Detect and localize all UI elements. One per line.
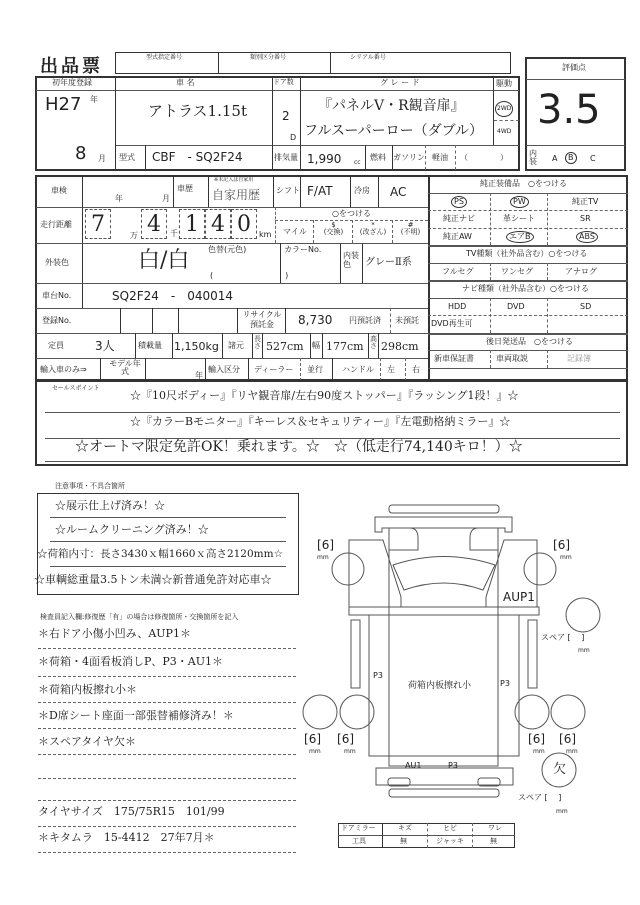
navi-type-title: ナビ種類（社外品含む）○をつける [462,284,589,293]
inspector-line: ＊右ドア小傷小凹み、AUP1＊ [38,627,191,640]
navi-sd: SD [580,302,592,311]
handle-label: ハンドル [342,365,374,374]
tread-front-left: [6] [317,538,335,552]
doors-unit: D [290,133,297,142]
car-damage-diagram [300,490,620,810]
drive-2wd-selected: 2WD [495,101,513,117]
model-year-label: モデル年式 [109,359,141,376]
inspector-line: ＊荷箱・4面看板消しP、P3・AU1＊ [38,655,224,668]
recycle-unpaid: 未預託 [395,316,419,325]
mm-unit: mm [556,808,568,815]
handle-left: 左 [387,365,395,374]
model: CBF - SQ2F24 [152,150,243,164]
year-unit: 年 [90,95,98,104]
notes-label: 注意事項・不具合箇所 [55,482,125,490]
mm-unit: mm [566,748,578,755]
later-warranty: 新車保証書 [434,354,474,363]
mileage-digit: 1 [179,209,205,239]
fuel-label: 燃料 [370,153,386,162]
note-line: ☆ルームクリーニング済み！☆ [55,523,209,536]
interior-grade-label: 内装 [529,149,537,166]
tv-analog: アナログ [565,267,597,276]
equip-sr: SR [580,214,591,223]
note-line: ☆展示仕上げ済み！☆ [55,499,165,512]
equip-aw: 純正AW [443,232,472,241]
tv-fullseg: フルセグ [442,267,474,276]
tire-front-left [332,553,364,585]
jack-value: 無 [490,837,497,845]
unknown-option: # (不明) [400,221,421,236]
equip-navi: 純正ナビ [443,214,475,223]
car-name-label: 車 名 [176,78,195,87]
length: 527cm [266,340,304,353]
month-unit: 月 [98,154,106,163]
drive-label: 駆動 [496,79,512,88]
mm-unit: mm [578,647,590,654]
tire-rear-left-outer [303,695,337,729]
capacity-label: 定員 [48,341,64,350]
tread-rear-left-inner: [6] [337,732,355,746]
recolor-label: 色替(元色) [208,245,247,254]
tv-type-title: TV種類（社外品含む）○をつける [466,249,588,258]
tire-size: タイヤサイズ 175/75R15 101/99 [38,805,225,818]
mm-unit: mm [533,748,545,755]
displacement: 1,990 [307,152,342,166]
inspector-line: ＊D席シート座面一部張替補修済み！＊ [38,709,234,722]
equip-ps-selected: PS [451,196,467,208]
tire-rear-right-outer [551,695,585,729]
color-no-label: カラーNo. [284,245,322,254]
interior-color: グレーⅡ系 [365,257,412,268]
first-reg-year: H27 [45,94,82,115]
load: 1,150kg [174,340,219,353]
ac: AC [390,185,407,199]
sales-points-label: セールスポイント [52,385,100,392]
recycle-paid: 円預託済 [349,316,381,325]
tampered-option: * (改ざん) [359,221,387,236]
displacement-label: 排気量 [274,153,298,162]
mirror-scratch: キズ [398,824,412,832]
handle-right: 右 [412,365,420,374]
later-manual-selected: 車両取説 [496,354,528,363]
mm-unit: mm [309,748,321,755]
width-label: 幅 [312,341,320,350]
navi-dvd: DVD [507,302,525,311]
import-type-label: 輸入区分 [208,365,240,374]
model-label: 型式 [119,153,135,162]
car-name: アトラス1.15t [148,102,247,120]
inspection-month: 月 [162,194,170,203]
spec-label: 諸元 [228,341,244,350]
import-dealer: ディーラー [254,365,294,374]
tread-front-right: [6] [553,538,571,552]
drive-4wd: 4WD [497,128,512,135]
import-label: 輸入車のみ⇒ [40,365,87,374]
mirror-broken: ワレ [488,824,502,832]
chassis-number: SQ2F24 - 040014 [112,289,234,303]
load-label: 積載量 [138,341,162,350]
damage-cargo-inner: 荷箱内板擦れ小 [408,681,472,691]
inspector-label: 検査員記入欄:修復歴「有」の場合は修復箇所・交換箇所を記入 [40,613,239,621]
eval-label: 評価点 [562,63,586,72]
interior-color-label: 内装色 [343,251,359,269]
first-reg-label: 初年度登録 [52,78,92,87]
length-label: 長さ [254,335,261,350]
equip-airbag-selected: エアB [506,231,534,243]
mm-unit: mm [560,554,572,561]
fuel-diesel: 軽油 [432,153,448,162]
mileage-digit: 7 [85,209,111,239]
doors-label: ドア数 [273,78,294,86]
inspector-line: ＊スペアタイヤ欠＊ [38,735,137,748]
mileage-digit: 0 [231,209,257,239]
sales-line: ☆オートマ限定免許OK！乗れます。☆ ☆（低走行74,140キロ！）☆ [75,439,523,455]
inspection-label: 車検 [51,186,67,195]
width: 177cm [326,340,364,353]
damage-p3-right: P3 [500,679,510,688]
form-title: 出品票 [40,56,103,77]
navi-hdd: HDD [448,302,467,311]
inspector-line: ＊キタムラ 15-4412 27年7月＊ [38,831,215,844]
grade-label: グ レ ー ド [380,78,420,87]
mm-unit: mm [317,554,329,561]
tools-label: 工具 [352,837,366,845]
spare-missing: 欠 [553,762,567,777]
history: 自家用歴 [212,188,261,202]
equip-pw-selected: PW [510,196,529,208]
inspection-year: 年 [115,194,123,203]
mileage-digit: 4 [205,209,231,239]
note-line: ☆車輌総重量3.5トン未満☆新普通免許対応車☆ [34,573,272,586]
damage-p3-left: P3 [373,671,383,680]
mark-label: ○をつける [332,209,371,218]
eval-score: 3.5 [537,87,601,133]
jack-label: ジャッキ [436,837,464,845]
history-note: ※未記入は自家用 [214,177,254,183]
recycle-label: リサイクル預託金 [242,310,282,329]
spare-label: スペア [ ] [541,633,585,642]
import-parallel: 並行 [307,365,323,374]
damage-aup1: AUP1 [503,590,535,604]
note-line: ☆荷箱内寸：長さ3430ｘ幅1660ｘ高さ2120mm☆ [37,548,283,560]
fuel-gasoline-selected: ガソリン [393,153,425,162]
mirror-label: ドアミラー [341,824,376,832]
model-year-unit: 年 [195,371,203,380]
serial-label: シリアル番号 [350,54,386,61]
sales-line: ☆『10尺ボディー』『リヤ観音扉/左右90度ストッパー』『ラッシング1段！』☆ [130,389,519,402]
tire-rear-right-inner [515,695,549,729]
recolor-value: ( ) [210,271,289,280]
damage-p3-rear: P3 [448,761,458,770]
inspector-line: ＊荷箱内板擦れ小＊ [38,683,137,696]
spare-label: スペア [ ] [518,793,562,802]
later-items-title: 後日発送品 ○をつける [486,337,573,346]
reg-no-label: 登録No. [42,316,72,325]
equip-tv: 純正TV [572,197,599,206]
height: 298cm [381,340,419,353]
tread-rear-right-outer: [6] [559,732,577,746]
sen-unit: 千 [170,229,178,238]
mile-option: マイル [283,227,307,236]
ac-label: 冷房 [354,186,370,195]
mirror-crack: ヒビ [443,824,457,832]
exchanged-option: $ (交換) [323,221,344,236]
damage-au1: AU1 [405,761,422,770]
spare-tire-1 [566,598,600,632]
height-label: 高さ [370,335,377,350]
recycle-amount: 8,730 [298,313,333,327]
tv-oneseg: ワンセグ [501,267,533,276]
type-no-label: 型式指定番号 [146,54,183,61]
capacity: 3人 [95,339,115,353]
navi-dvd-playback: DVD再生可 [431,319,473,328]
tread-rear-right-inner: [6] [528,732,546,746]
fuel-other: （ ） [460,153,508,162]
sales-line: ☆『カラーBモニター』『キーレス＆セキュリティー』『左電動格納ミラー』☆ [130,415,511,428]
class-no-label: 類別区分番号 [250,54,287,61]
interior-grade-c: C [590,154,596,163]
interior-grade-a: A [552,154,558,163]
later-records: 記録簿 [567,354,591,363]
displacement-unit: cc [354,159,361,166]
tread-rear-left-outer: [6] [304,732,322,746]
km-unit: km [259,230,272,239]
shift-label: シフト [276,186,300,195]
grade-line1: 『パネルV・R観音扉』 [318,98,465,114]
interior-grade-b-selected: B [565,152,577,164]
man-unit: 万 [130,231,138,240]
equip-abs-selected: ABS [576,231,598,243]
chassis-label: 車台No. [42,291,72,300]
exterior-color: 白/白 [138,248,190,273]
equipment-title: 純正装備品 ○をつける [480,179,567,188]
doors: 2 [282,109,290,123]
grade-line2: フルスーパーロー（ダブル） [304,123,484,139]
first-reg-month: 8 [75,143,87,164]
equip-leather: 革シート [503,214,535,223]
exterior-label: 外装色 [45,258,69,267]
mileage-label: 走行距離 [40,220,72,229]
history-label: 車歴 [177,184,193,193]
mm-unit: mm [344,748,356,755]
mileage-digit: 4 [141,209,167,239]
tire-front-right [524,553,556,585]
tools-value: 無 [400,837,407,845]
shift: F/AT [307,184,333,198]
